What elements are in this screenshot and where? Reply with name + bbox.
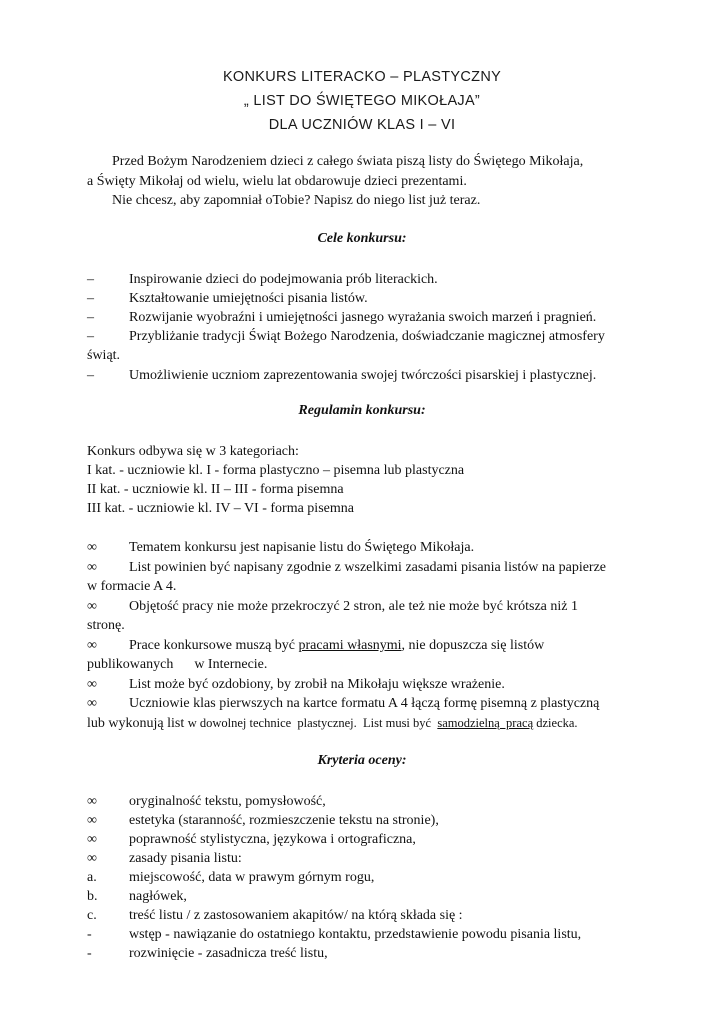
- criteria-text: wstęp - nawiązanie do ostatniego kontaktu, przedstawienie powodu pisania listu,: [129, 927, 582, 942]
- underlined-phrase: samodzielną pracą: [437, 716, 534, 730]
- rules-heading: Regulamin konkursu:: [298, 403, 426, 418]
- rule-item: [87, 558, 647, 578]
- goal-text: Umożliwienie uczniom zaprezentowania swojej twórczości pisarskiej i plastycznej.: [129, 368, 597, 383]
- dash-marker: –: [87, 291, 94, 306]
- rule-item: [87, 694, 647, 714]
- infinity-marker: ∞: [87, 540, 97, 555]
- intro-line-1: Przed Bożym Narodzeniem dzieci z całego świata piszą listy do Świętego Mikołaja,: [112, 154, 584, 169]
- criteria-marker: a.: [87, 870, 97, 885]
- criteria-marker: -: [87, 946, 92, 961]
- goal-text: Inspirowanie dzieci do podejmowania prób literackich.: [129, 272, 438, 287]
- infinity-marker: ∞: [87, 560, 97, 575]
- goal-item: [87, 270, 647, 290]
- rule-text-small: w dowolnej technice plastycznej. List musi być: [187, 716, 438, 730]
- underlined-phrase: pracami własnymi: [298, 638, 402, 653]
- criteria-text: nagłówek,: [129, 889, 187, 904]
- rule-text-part: Prace konkursowe muszą być: [129, 638, 299, 653]
- goal-text: Kształtowanie umiejętności pisania listów.: [129, 291, 368, 306]
- rule-text: Tematem konkursu jest napisanie listu do Świętego Mikołaja.: [129, 540, 475, 555]
- criteria-heading: Kryteria oceny:: [317, 753, 407, 768]
- rule-text-continuation: stronę.: [87, 618, 125, 633]
- goal-item: [87, 308, 647, 328]
- criteria-text: poprawność stylistyczna, językowa i ortograficzna,: [129, 832, 416, 847]
- criteria-item: [87, 906, 647, 926]
- rule-text-part: lub wykonują list: [87, 716, 188, 731]
- criteria-marker: b.: [87, 889, 98, 904]
- criteria-item: [87, 944, 647, 964]
- criteria-marker: ∞: [87, 832, 97, 847]
- title-line-2: „ LIST DO ŚWIĘTEGO MIKOŁAJA”: [243, 93, 481, 109]
- criteria-marker: c.: [87, 908, 97, 923]
- criteria-text: miejscowość, data w prawym górnym rogu,: [129, 870, 375, 885]
- infinity-marker: ∞: [87, 599, 97, 614]
- infinity-marker: ∞: [87, 696, 97, 711]
- criteria-marker: ∞: [87, 851, 97, 866]
- rule-item: [87, 636, 647, 656]
- criteria-marker: ∞: [87, 794, 97, 809]
- rule-text: List może być ozdobiony, by zrobił na Mikołaju większe wrażenie.: [129, 677, 505, 692]
- rule-text-continuation: [87, 713, 647, 734]
- goal-text: Przybliżanie tradycji Świąt Bożego Narodzenia, doświadczanie magicznej atmosfery: [129, 329, 605, 344]
- criteria-item: [87, 811, 647, 831]
- dash-marker: –: [87, 368, 94, 383]
- rule-text: Objętość pracy nie może przekroczyć 2 stron, ale też nie może być krótsza niż 1: [129, 599, 578, 614]
- infinity-marker: ∞: [87, 638, 97, 653]
- criteria-item: [87, 887, 647, 907]
- dash-marker: –: [87, 272, 94, 287]
- rule-text: List powinien być napisany zgodnie z wszelkimi zasadami pisania listów na papierze: [129, 560, 607, 575]
- goal-item: [87, 289, 647, 309]
- goal-item: [87, 327, 647, 347]
- rule-text: [87, 636, 647, 656]
- goal-text-continuation: świąt.: [87, 348, 121, 363]
- criteria-item: [87, 925, 647, 945]
- dash-marker: –: [87, 329, 94, 344]
- criteria-text: zasady pisania listu:: [129, 851, 242, 866]
- title-line-1: KONKURS LITERACKO – PLASTYCZNY: [222, 69, 502, 85]
- dash-marker: –: [87, 310, 94, 325]
- category-line: II kat. - uczniowie kl. II – III - forma pisemna: [87, 482, 344, 497]
- criteria-item: [87, 792, 647, 812]
- criteria-item: [87, 849, 647, 869]
- criteria-marker: ∞: [87, 813, 97, 828]
- rule-text-continuation: w formacie A 4.: [87, 579, 177, 594]
- criteria-marker: -: [87, 927, 92, 942]
- infinity-marker: ∞: [87, 677, 97, 692]
- goal-text: Rozwijanie wyobraźni i umiejętności jasnego wyrażania swoich marzeń i pragnień.: [129, 310, 597, 325]
- intro-line-3: Nie chcesz, aby zapomniał oTobie? Napisz do niego list już teraz.: [112, 193, 481, 208]
- intro-line-2: a Święty Mikołaj od wielu, wielu lat obdarowuje dzieci prezentami.: [87, 174, 467, 189]
- goal-item: [87, 366, 647, 386]
- title-line-3: DLA UCZNIÓW KLAS I – VI: [268, 117, 456, 133]
- goals-heading: Cele konkursu:: [317, 231, 407, 246]
- criteria-text: treść listu / z zastosowaniem akapitów/ na którą składa się :: [129, 908, 463, 923]
- rule-text-continuation: publikowanych w Internecie.: [87, 657, 268, 672]
- criteria-text: estetyka (staranność, rozmieszczenie tekstu na stronie),: [129, 813, 439, 828]
- category-line: I kat. - uczniowie kl. I - forma plastyczno – pisemna lub plastyczna: [87, 463, 465, 478]
- rule-text: Uczniowie klas pierwszych na kartce formatu A 4 łączą formę pisemną z plastyczną: [129, 696, 600, 711]
- rule-text-part: , nie dopuszcza się listów: [401, 638, 545, 653]
- category-line: III kat. - uczniowie kl. IV – VI - forma pisemna: [87, 501, 354, 516]
- rule-item: [87, 675, 647, 695]
- criteria-item: [87, 830, 647, 850]
- rule-item: [87, 597, 647, 617]
- rule-item: [87, 538, 647, 558]
- criteria-text: oryginalność tekstu, pomysłowość,: [129, 794, 326, 809]
- categories-intro: Konkurs odbywa się w 3 kategoriach:: [87, 444, 299, 459]
- criteria-text: rozwinięcie - zasadnicza treść listu,: [129, 946, 328, 961]
- rule-text-small: dziecka.: [533, 716, 578, 730]
- criteria-item: [87, 868, 647, 888]
